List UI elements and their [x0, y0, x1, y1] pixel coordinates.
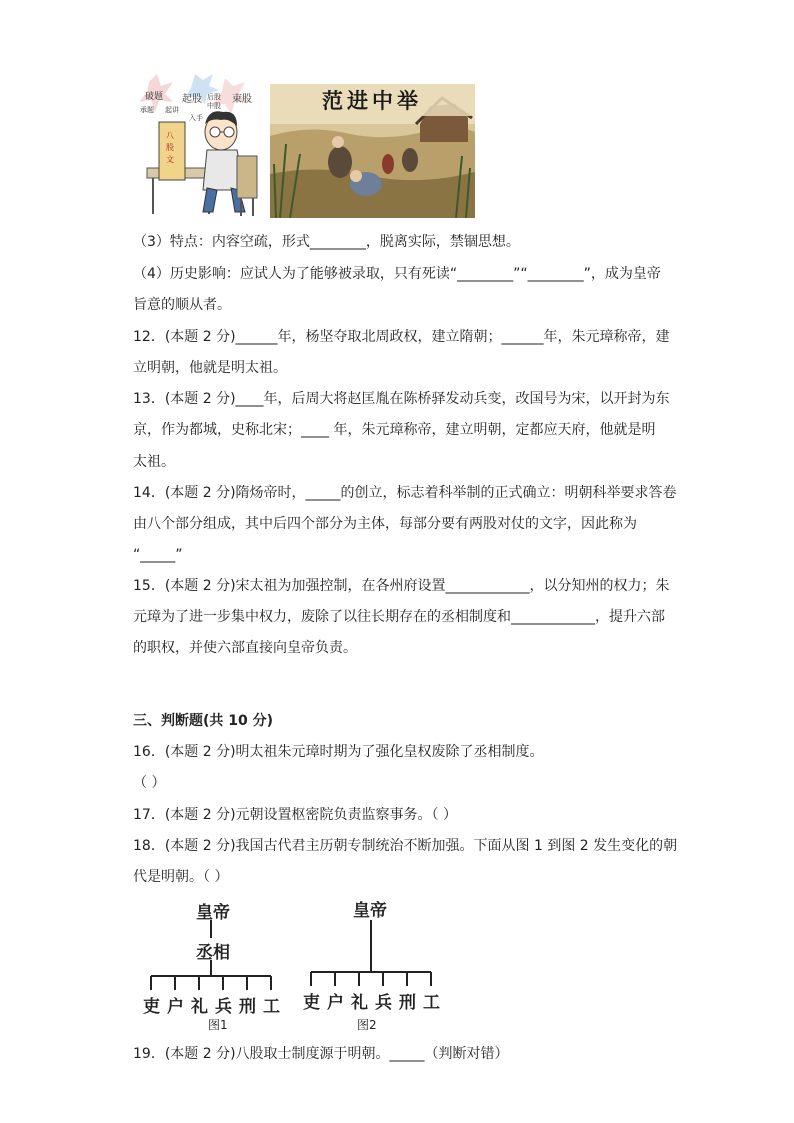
- cartoon-word-1: 破题: [145, 92, 164, 102]
- fan-jin-painting: [270, 84, 475, 218]
- question-15-line-3: 的职权，并使六部直接向皇帝负责。: [133, 640, 357, 656]
- fig1-dept-1: 吏: [143, 997, 160, 1017]
- fig2-dept-1: 吏: [303, 993, 320, 1013]
- cartoon-book-title: 八: [166, 131, 174, 140]
- question-15-line-2: 元璋为了进一步集中权力，废除了以往长期存在的丞相制度和____________，提升六部: [133, 609, 665, 625]
- question-18-line-1: 18．(本题 2 分)我国古代君主历朝专制统治不断加强。下面从图 1 到图 2 发生变化的朝: [133, 838, 678, 854]
- svg-text:文: 文: [166, 155, 174, 164]
- figure-1-label: 图1: [208, 1018, 228, 1032]
- question-17-line: 17．(本题 2 分)元朝设置枢密院负责监察事务。（ ）: [133, 807, 457, 823]
- question-16-line-1: 16．(本题 2 分)明太祖朱元璋时期为了强化皇权废除了丞相制度。: [133, 744, 544, 760]
- question-15-line-1: 15．(本题 2 分)宋太祖为加强控制，在各州府设置____________，以分知州的权力；朱: [133, 578, 670, 594]
- text-line-2: （4）历史影响：应试人为了能够被录取，只有死读“________”“________”，成为皇帝: [133, 266, 661, 282]
- fig1-connectors: [140, 918, 290, 992]
- question-12-line-1: 12．(本题 2 分)______年，杨坚夺取北周政权，建立隋朝；______年，朱元璋称帝，建: [133, 329, 670, 345]
- cartoon-word-2: 承题: [140, 106, 154, 114]
- question-14-line-3: “_____”: [133, 547, 183, 563]
- fig1-dept-3: 礼: [191, 997, 208, 1017]
- cartoon-word-7: 束股: [232, 94, 252, 105]
- fig2-emperor: 皇帝: [353, 901, 387, 921]
- fig1-chancellor: 丞相: [196, 943, 230, 963]
- cartoon-word-3: 起讲: [165, 106, 179, 114]
- text-line-1: （3）特点：内容空疏，形式________，脱离实际，禁锢思想。: [133, 234, 520, 250]
- cartoon-word-8: 入手: [189, 114, 203, 122]
- painting-title: 范进中举: [322, 88, 422, 113]
- question-13-line-3: 太祖。: [133, 454, 175, 470]
- fig1-emperor: 皇帝: [196, 903, 230, 923]
- question-16-answer-parens: （ ）: [133, 775, 166, 791]
- fig1-dept-2: 户: [167, 997, 184, 1017]
- cartoon-word-5: 后股: [207, 93, 221, 101]
- question-14-line-2: 由八个部分组成，其中后四个部分为主体，每部分要有两股对仗的文字，因此称为: [133, 516, 637, 532]
- question-12-line-2: 立明朝，他就是明太祖。: [133, 360, 287, 376]
- fig2-dept-3: 礼: [351, 993, 368, 1013]
- fig2-connectors: [302, 918, 442, 990]
- question-13-line-1: 13．(本题 2 分)____年，后周大将赵匡胤在陈桥驿发动兵变，改国号为宋，以开封为东: [133, 391, 670, 407]
- fig2-dept-2: 户: [327, 993, 344, 1013]
- svg-text:股: 股: [166, 143, 174, 152]
- fig2-dept-4: 兵: [375, 993, 392, 1013]
- fig1-dept-4: 兵: [215, 997, 232, 1017]
- question-13-line-2: 京，作为都城，史称北宋；____ 年，朱元璋称帝，建立明朝，定都应天府，他就是明: [133, 422, 656, 438]
- section-3-title: 三、判断题(共 10 分): [133, 713, 274, 729]
- question-14-line-1: 14．(本题 2 分)隋炀帝时，_____的创立，标志着科举制的正式确立：明朝科举要求答卷: [133, 485, 677, 501]
- question-19-line: 19．(本题 2 分)八股取士制度源于明朝。_____（判断对错）: [133, 1046, 509, 1062]
- fig2-dept-6: 工: [423, 993, 440, 1013]
- question-18-line-2: 代是明朝。（ ）: [133, 869, 229, 885]
- cartoon-word-6: 中股: [207, 102, 221, 110]
- fig1-dept-5: 刑: [239, 997, 256, 1017]
- fig1-dept-6: 工: [263, 997, 280, 1017]
- text-line-3: 旨意的顺从者。: [133, 297, 231, 313]
- fig2-dept-5: 刑: [399, 993, 416, 1013]
- cartoon-word-4: 起股: [182, 94, 202, 105]
- eight-legged-essay-cartoon: [137, 72, 262, 218]
- figure-2-label: 图2: [357, 1018, 377, 1032]
